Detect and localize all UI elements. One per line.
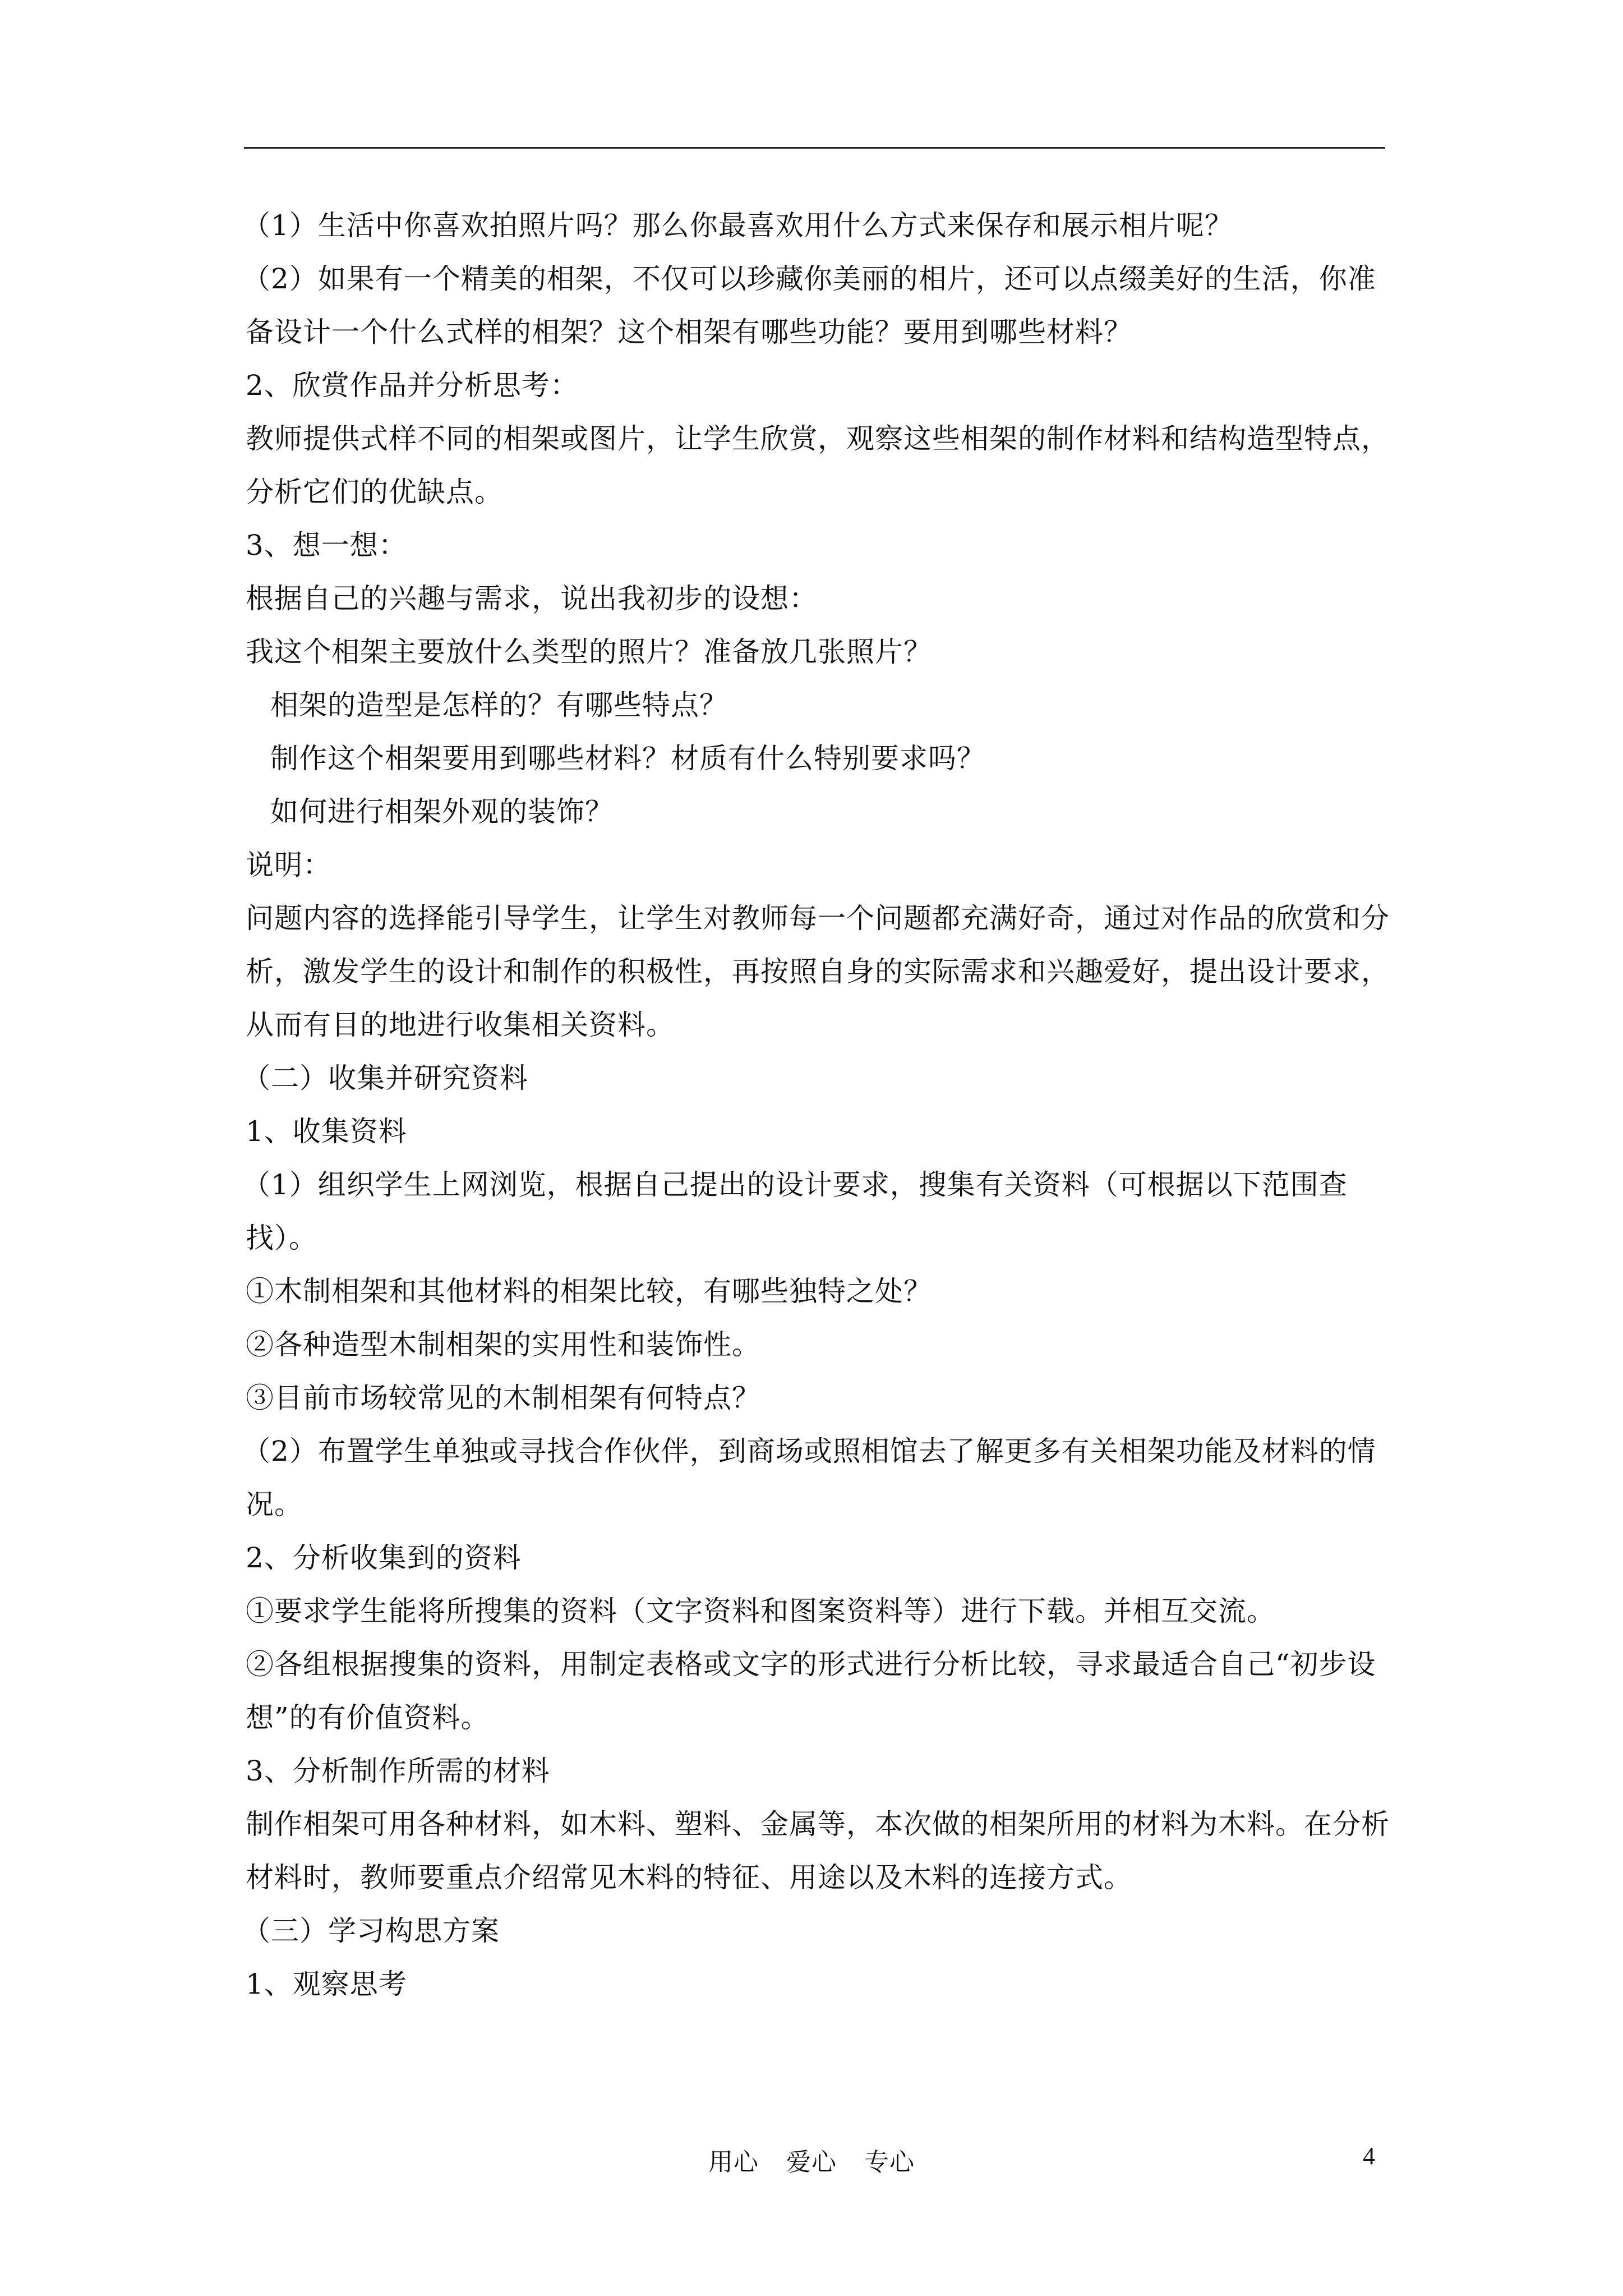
analyze-point-1: ①要求学生能将所搜集的资料（文字资料和图案资料等）进行下载。并相互交流。 <box>246 1595 1275 1627</box>
analyze-point-2-line-1: ②各组根据搜集的资料，用制定表格或文字的形式进行分析比较，寻求最适合自己“初步设 <box>246 1648 1376 1681</box>
question-2-line-2: 备设计一个什么式样的相架？这个相架有哪些功能？要用到哪些材料？ <box>246 316 1132 348</box>
document-body <box>242 199 1390 2011</box>
section-heading-appreciate: 2、欣赏作品并分析思考： <box>246 369 579 402</box>
section-heading-design-plan: （三）学习构思方案 <box>242 1915 500 1947</box>
think-question-4: 如何进行相架外观的装饰？ <box>270 795 614 828</box>
paragraph-appreciate-line-1: 教师提供式样不同的相架或图片，让学生欣赏，观察这些相架的制作材料和结构造型特点， <box>246 422 1390 455</box>
subheading-materials: 3、分析制作所需的材料 <box>246 1755 550 1787</box>
note-paragraph-line-3: 从而有目的地进行收集相关资料。 <box>246 1009 675 1041</box>
header-rule <box>244 147 1385 149</box>
analyze-point-2-line-2: 想”的有价值资料。 <box>246 1701 490 1734</box>
subheading-analyze: 2、分析收集到的资料 <box>246 1542 522 1574</box>
collect-item-2-line-2: 况。 <box>246 1488 303 1521</box>
question-2-line-1: （2）如果有一个精美的相架，不仅可以珍藏你美丽的相片，还可以点缀美好的生活，你准 <box>242 263 1376 295</box>
materials-paragraph-line-1: 制作相架可用各种材料，如木料、塑料、金属等，本次做的相架所用的材料为木料。在分析 <box>246 1808 1390 1841</box>
section-heading-collect-research: （二）收集并研究资料 <box>242 1062 528 1094</box>
question-1-line: （1）生活中你喜欢拍照片吗？那么你最喜欢用什么方式来保存和展示相片呢？ <box>242 209 1233 242</box>
paragraph-appreciate-line-2: 分析它们的优缺点。 <box>246 476 503 508</box>
subheading-observe: 1、观察思考 <box>246 1968 407 2000</box>
note-label: 说明： <box>246 849 331 881</box>
section-heading-think: 3、想一想： <box>246 529 407 562</box>
collect-item-2-line-1: （2）布置学生单独或寻找合作伙伴，到商场或照相馆去了解更多有关相架功能及材料的情 <box>242 1435 1376 1467</box>
paragraph-think-intro: 根据自己的兴趣与需求，说出我初步的设想： <box>246 582 818 615</box>
note-paragraph-line-1: 问题内容的选择能引导学生，让学生对教师每一个问题都充满好奇，通过对作品的欣赏和分 <box>246 902 1390 935</box>
page-number: 4 <box>1363 2142 1375 2170</box>
collect-item-1-line-2: 找）。 <box>246 1222 317 1254</box>
collect-item-1-line-1: （1）组织学生上网浏览，根据自己提出的设计要求，搜集有关资料（可根据以下范围查 <box>242 1168 1348 1201</box>
materials-paragraph-line-2: 材料时，教师要重点介绍常见木料的特征、用途以及木料的连接方式。 <box>246 1861 1132 1894</box>
collect-point-3: ③目前市场较常见的木制相架有何特点？ <box>246 1382 760 1414</box>
collect-point-1: ①木制相架和其他材料的相架比较，有哪些独特之处？ <box>246 1275 932 1308</box>
think-question-1: 我这个相架主要放什么类型的照片？准备放几张照片？ <box>246 636 932 668</box>
think-question-2: 相架的造型是怎样的？有哪些特点？ <box>270 689 728 721</box>
think-question-3: 制作这个相架要用到哪些材料？材质有什么特别要求吗？ <box>270 742 985 775</box>
subheading-collect: 1、收集资料 <box>246 1115 407 1148</box>
collect-point-2: ②各种造型木制相架的实用性和装饰性。 <box>246 1328 760 1361</box>
note-paragraph-line-2: 析，激发学生的设计和制作的积极性，再按照自身的实际需求和兴趣爱好，提出设计要求， <box>246 955 1390 988</box>
footer-motto: 用心 爱心 专心 <box>708 2148 915 2177</box>
